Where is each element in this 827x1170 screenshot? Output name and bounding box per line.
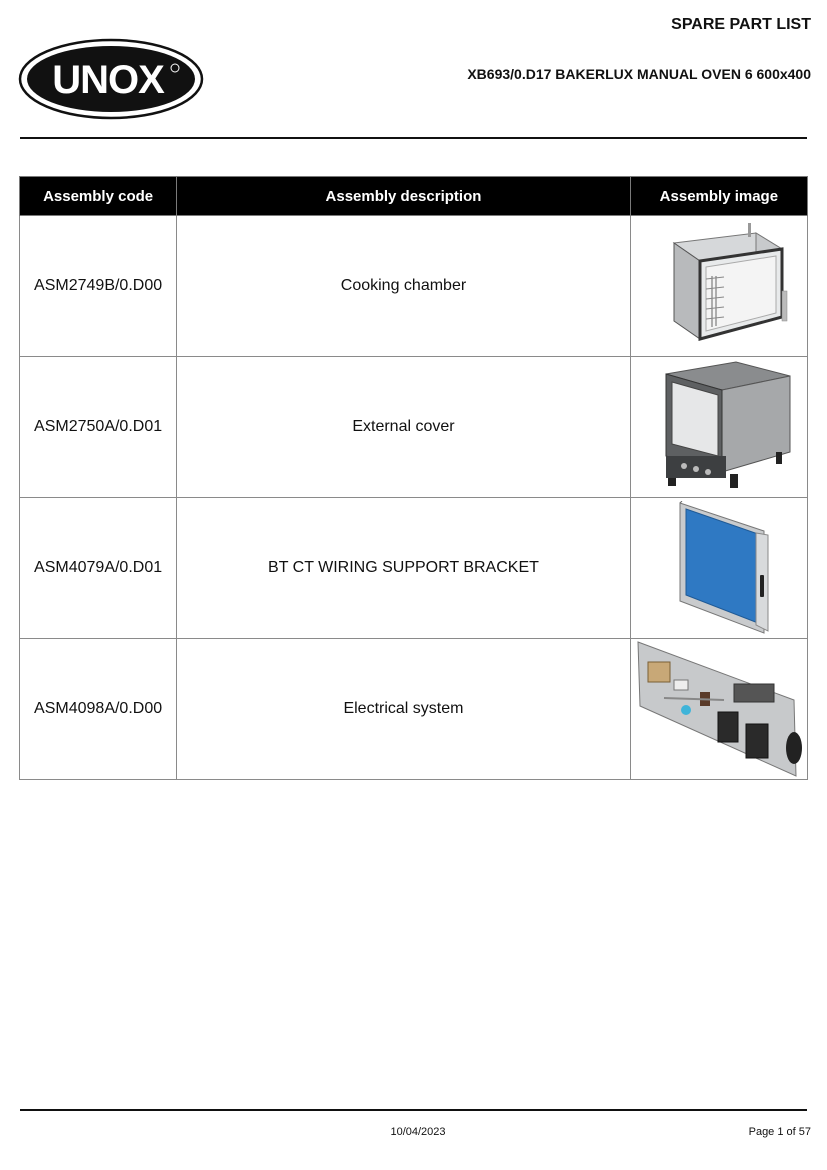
footer-date: 10/04/2023 [390,1126,446,1138]
assembly-image-cell [630,216,807,357]
column-header-code: Assembly code [20,177,177,216]
table-row [20,216,808,357]
assembly-description: Cooking chamber [177,216,631,357]
assembly-description: Electrical system [177,639,631,780]
table-header-row [20,177,808,216]
assembly-code: ASM2750A/0.D01 [20,357,177,498]
document-subtitle: XB693/0.D17 BAKERLUX MANUAL OVEN 6 600x400 [467,66,811,82]
external-cover-image [644,360,794,494]
document-title: SPARE PART LIST [671,16,811,33]
assembly-description: External cover [177,357,631,498]
assembly-image-cell [630,639,807,780]
assembly-code: ASM4079A/0.D01 [20,498,177,639]
assembly-image-cell [630,357,807,498]
assembly-code: ASM4098A/0.D00 [20,639,177,780]
assembly-description: BT CT WIRING SUPPORT BRACKET [177,498,631,639]
footer-divider [20,1109,807,1111]
unox-logo [18,38,204,120]
door-panel-image [644,501,794,635]
table-row [20,639,808,780]
header-divider [20,137,807,139]
assembly-code: ASM2749B/0.D00 [20,216,177,357]
svg-text:UNOX: UNOX [52,58,164,102]
table-row [20,357,808,498]
spare-parts-table [19,176,808,780]
column-header-image: Assembly image [630,177,807,216]
assembly-image-cell [630,498,807,639]
cooking-chamber-image [644,221,794,351]
column-header-description: Assembly description [177,177,631,216]
electrical-system-image [634,640,804,778]
footer-page-number: Page 1 of 57 [748,1126,811,1138]
table-row [20,498,808,639]
